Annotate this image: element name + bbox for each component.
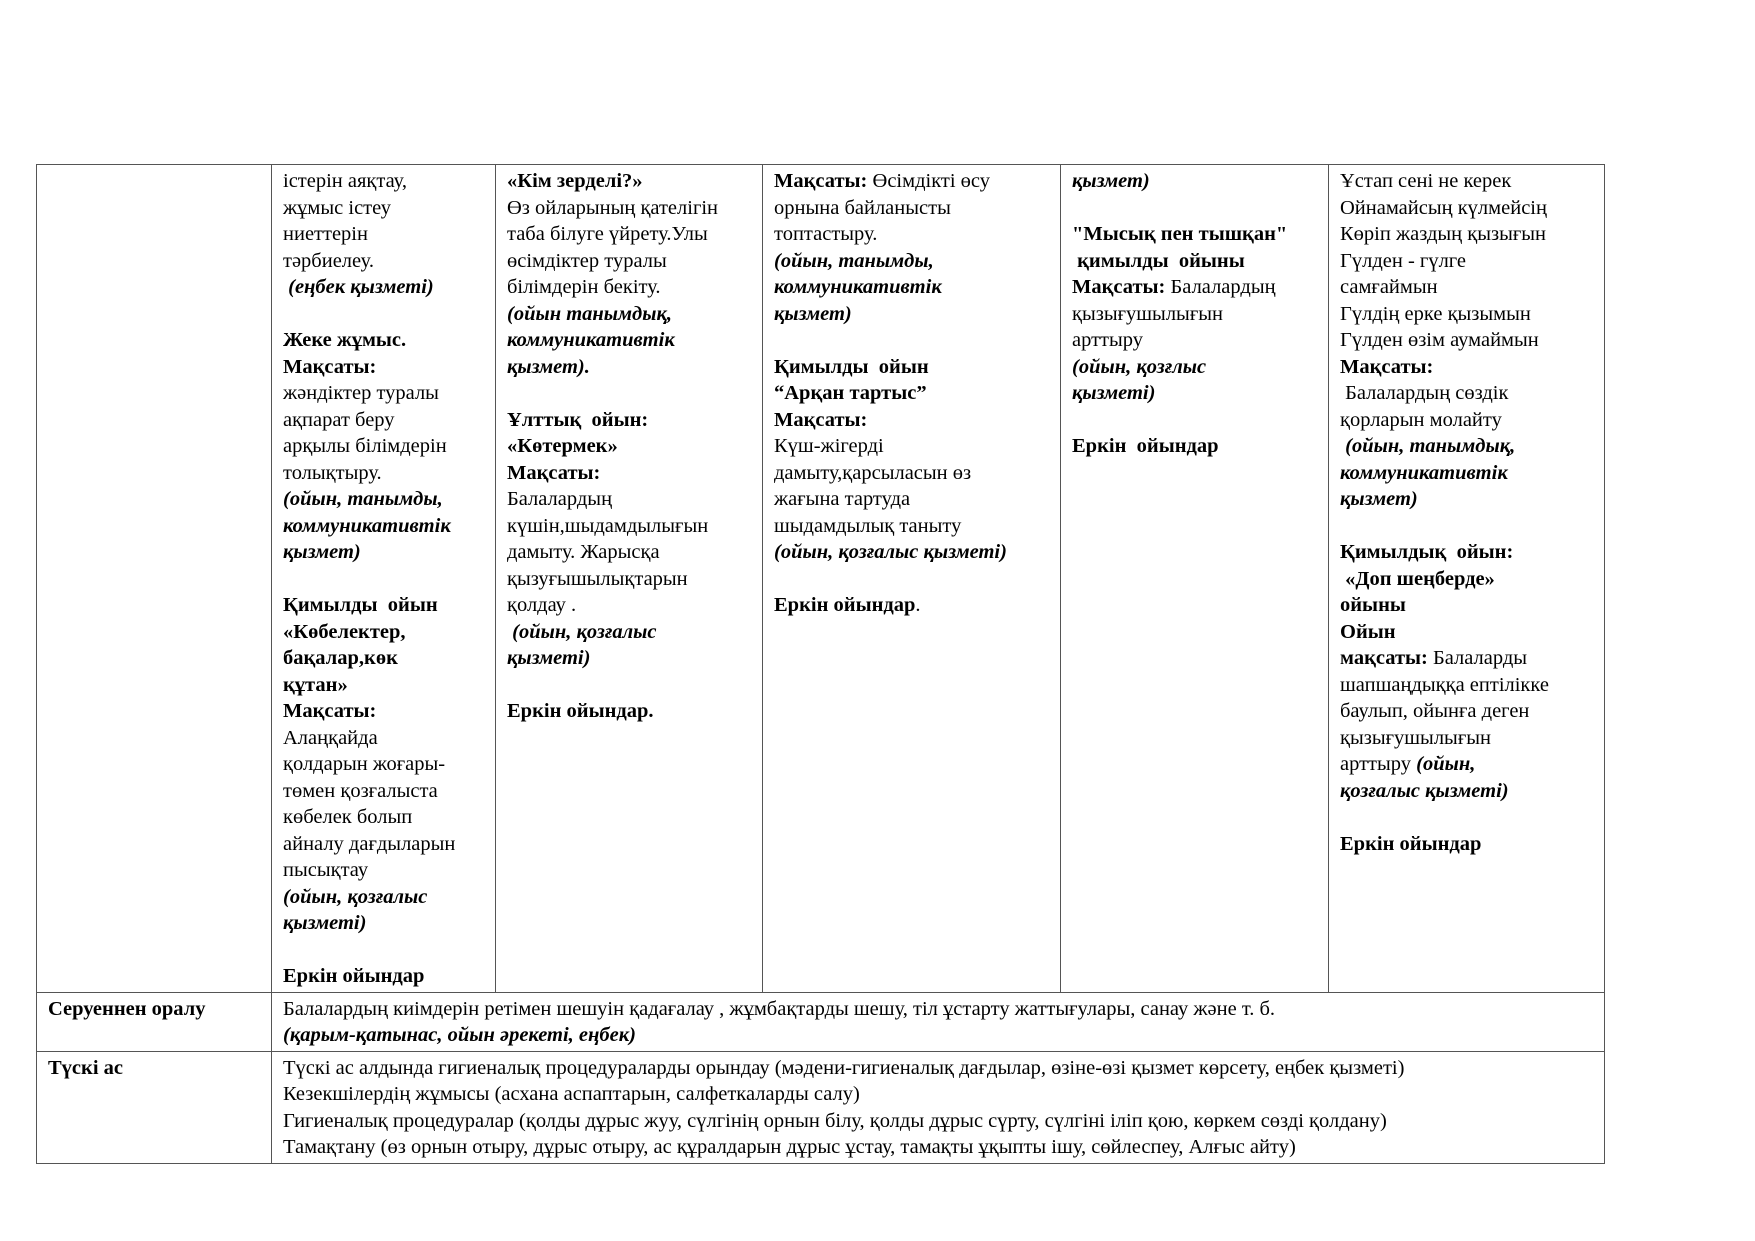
text-run: істерін аяқтау, bbox=[283, 170, 407, 192]
text-run: Жеке жұмыс. bbox=[283, 329, 407, 351]
table-row-return-from-walk bbox=[37, 992, 1605, 1051]
text-line bbox=[774, 301, 1050, 328]
text-run: Мақсаты: bbox=[283, 355, 377, 378]
text-line bbox=[1340, 380, 1594, 407]
text-run: қызмет). bbox=[507, 355, 590, 378]
text-run: (ойын, танымды, bbox=[283, 488, 443, 510]
row-label-return-from-walk: Серуеннен оралу bbox=[37, 992, 272, 1051]
text-line bbox=[283, 168, 485, 195]
cell-games-col-d bbox=[1061, 165, 1329, 993]
text-run: Еркін ойындар bbox=[774, 594, 916, 616]
text-line bbox=[774, 513, 1050, 540]
blank-line bbox=[774, 327, 1050, 354]
text-run: ниеттерін bbox=[283, 223, 368, 245]
text-line bbox=[507, 301, 752, 328]
text-run: «Көбелектер, bbox=[283, 620, 406, 643]
text-line bbox=[774, 486, 1050, 513]
text-line bbox=[283, 996, 1594, 1023]
text-run: Мақсаты: bbox=[507, 461, 601, 484]
text-line bbox=[283, 486, 485, 513]
text-line bbox=[1072, 433, 1318, 460]
text-line bbox=[774, 354, 1050, 381]
text-run: таба білуге үйрету.Улы bbox=[507, 223, 708, 245]
text-line bbox=[1340, 195, 1594, 222]
text-run: қозғалыс қызметі) bbox=[1340, 779, 1509, 802]
blank-line bbox=[1072, 195, 1318, 222]
text-line bbox=[507, 274, 752, 301]
text-line bbox=[283, 672, 485, 699]
text-line bbox=[283, 592, 485, 619]
text-line bbox=[1340, 751, 1594, 778]
text-run: күшін,шыдамдылығын bbox=[507, 514, 709, 537]
text-run: көбелек болып bbox=[283, 806, 413, 828]
text-run: «Доп шеңберде» bbox=[1340, 567, 1495, 590]
text-run: қызмет) bbox=[1340, 488, 1418, 510]
text-line bbox=[1072, 248, 1318, 275]
text-line bbox=[283, 460, 485, 487]
text-run: Балалардың bbox=[507, 488, 613, 510]
text-line bbox=[1340, 539, 1594, 566]
text-line bbox=[283, 804, 485, 831]
text-run: арттыру bbox=[1072, 329, 1143, 351]
text-run: баулып, ойынға деген bbox=[1340, 700, 1530, 722]
text-line bbox=[1072, 354, 1318, 381]
text-run: Кезекшілердің жұмысы (асхана аспаптарын, салфеткаларды салу) bbox=[283, 1083, 860, 1105]
text-run: Еркін ойындар bbox=[1340, 832, 1482, 855]
text-line bbox=[507, 168, 752, 195]
text-run: Гүлден - гүлге bbox=[1340, 249, 1467, 272]
blank-line bbox=[1340, 804, 1594, 831]
text-run: Алаңқайда bbox=[283, 726, 378, 749]
text-run: Еркін ойындар bbox=[283, 965, 425, 987]
text-run: коммуникативтік bbox=[507, 329, 675, 351]
text-line bbox=[774, 460, 1050, 487]
blank-line bbox=[507, 380, 752, 407]
text-run: қызметі) bbox=[507, 647, 591, 669]
text-line bbox=[1340, 486, 1594, 513]
text-line bbox=[283, 195, 485, 222]
table-row-lunch bbox=[37, 1051, 1605, 1163]
text-line bbox=[1340, 831, 1594, 858]
text-line bbox=[774, 539, 1050, 566]
text-line bbox=[283, 380, 485, 407]
text-run: . bbox=[915, 594, 921, 616]
text-run: "Мысық пен тышқан" bbox=[1072, 223, 1288, 245]
text-run: (қарым-қатынас, ойын әрекеті, еңбек) bbox=[283, 1024, 636, 1046]
text-line bbox=[774, 221, 1050, 248]
blank-line bbox=[283, 301, 485, 328]
text-line bbox=[283, 778, 485, 805]
text-run: жағына тартуда bbox=[774, 488, 911, 510]
text-run: қызмет) bbox=[774, 302, 852, 325]
blank-line bbox=[283, 566, 485, 593]
text-run: қимылды ойыны bbox=[1072, 249, 1245, 272]
text-line bbox=[1072, 168, 1318, 195]
row-label-lunch: Түскі ас bbox=[37, 1051, 272, 1163]
text-run: қызығушылығын bbox=[1072, 302, 1223, 325]
text-line bbox=[1340, 168, 1594, 195]
text-run: қызметі) bbox=[1072, 382, 1156, 404]
text-run: Тамақтану (өз орнын отыру, дұрыс отыру, ас құралдарын дұрыс ұстау, тамақты ұқыпты ішу, сөйлеспеу, Алғыс айту) bbox=[283, 1136, 1296, 1158]
text-line bbox=[1072, 301, 1318, 328]
text-line bbox=[283, 221, 485, 248]
text-line bbox=[507, 248, 752, 275]
text-line bbox=[283, 619, 485, 646]
blank-line bbox=[774, 566, 1050, 593]
text-line bbox=[774, 168, 1050, 195]
text-line bbox=[507, 221, 752, 248]
text-run: (ойын, қозғалыс bbox=[283, 885, 428, 908]
text-run: дамыту. Жарысқа bbox=[507, 541, 660, 563]
text-line bbox=[507, 460, 752, 487]
text-run: Түскі ас алдында гигиеналық процедураларды орындау (мәдени-гигиеналық дағдылар, өзіне-өзі қызмет көрсету, еңбек қызметі) bbox=[283, 1056, 1405, 1079]
text-run: “Арқан тартыс” bbox=[774, 382, 927, 404]
cell-return-from-walk bbox=[272, 992, 1605, 1051]
text-run: (ойын, қозғалыс қызметі) bbox=[774, 541, 1007, 563]
text-run: қызығушылығын bbox=[1340, 726, 1491, 749]
cell-games-col-e bbox=[1329, 165, 1605, 993]
text-run: Өсімдікті өсу bbox=[872, 170, 991, 192]
text-run: Гигиеналық процедуралар (қолды дұрыс жуу, сүлгінің орнын білу, қолды дұрыс сүрту, сүлгіні іліп қою, көркем сөзді қолдану) bbox=[283, 1109, 1387, 1132]
text-run: Гүлден өзім аумаймын bbox=[1340, 329, 1539, 351]
text-line bbox=[507, 354, 752, 381]
text-line bbox=[774, 407, 1050, 434]
text-run: «Көтермек» bbox=[507, 435, 618, 457]
text-line bbox=[283, 1081, 1594, 1108]
text-line bbox=[283, 274, 485, 301]
blank-line bbox=[507, 672, 752, 699]
daily-plan-table bbox=[36, 164, 1605, 1164]
text-run: білімдерін бекіту. bbox=[507, 276, 661, 298]
text-run: Ұлттық ойын: bbox=[507, 408, 649, 431]
text-line bbox=[283, 751, 485, 778]
text-line bbox=[283, 884, 485, 911]
text-line bbox=[283, 963, 485, 990]
text-run: қызуғышылықтарын bbox=[507, 567, 688, 590]
text-run: Еркін ойындар bbox=[1072, 435, 1219, 457]
text-line bbox=[283, 433, 485, 460]
text-run: шапшаңдыққа ептілікке bbox=[1340, 673, 1549, 696]
text-run: толықтыру. bbox=[283, 461, 382, 484]
text-run: коммуникативтік bbox=[1340, 461, 1508, 484]
text-line bbox=[507, 539, 752, 566]
text-line bbox=[774, 592, 1050, 619]
text-line bbox=[774, 274, 1050, 301]
text-run: шыдамдылық таныту bbox=[774, 514, 962, 537]
cell-games-col-b bbox=[496, 165, 763, 993]
text-line bbox=[1340, 645, 1594, 672]
text-run: (ойын, қозғлыс bbox=[1072, 355, 1207, 378]
text-run: Ойнамайсың күлмейсің bbox=[1340, 196, 1547, 219]
text-run: (ойын, танымды, bbox=[774, 249, 934, 272]
text-run: (ойын, bbox=[1416, 753, 1476, 775]
text-line bbox=[507, 592, 752, 619]
text-run: Мақсаты: bbox=[1072, 276, 1171, 298]
text-run: (ойын, қозғалыс bbox=[507, 620, 657, 643]
text-run: «Кім зерделі?» bbox=[507, 170, 643, 192]
text-run: Гүлдің ерке қызымын bbox=[1340, 302, 1531, 325]
text-run: жұмыс істеу bbox=[283, 196, 391, 219]
text-line bbox=[1072, 274, 1318, 301]
text-line bbox=[1340, 619, 1594, 646]
text-line bbox=[1340, 778, 1594, 805]
text-line bbox=[507, 513, 752, 540]
text-run: айналу дағдыларын bbox=[283, 832, 456, 855]
row-label-cell-empty bbox=[37, 165, 272, 993]
text-run: Мақсаты: bbox=[1340, 355, 1434, 378]
text-line bbox=[1340, 301, 1594, 328]
text-line bbox=[1340, 725, 1594, 752]
text-line bbox=[1340, 460, 1594, 487]
text-run: арттыру bbox=[1340, 753, 1417, 775]
text-line bbox=[774, 248, 1050, 275]
text-run: өсімдіктер туралы bbox=[507, 249, 667, 272]
text-line bbox=[283, 698, 485, 725]
text-line bbox=[283, 407, 485, 434]
text-line bbox=[507, 407, 752, 434]
text-run: Қимылдық ойын: bbox=[1340, 541, 1514, 563]
text-run: қызмет) bbox=[1072, 170, 1150, 192]
text-line bbox=[283, 831, 485, 858]
text-run: орнына байланысты bbox=[774, 196, 951, 219]
text-line bbox=[283, 1055, 1594, 1082]
text-line bbox=[283, 1134, 1594, 1161]
text-run: Балалардың киімдерін ретімен шешуін қадағалау , жұмбақтарды шешу, тіл ұстарту жаттығулары, санау және т. б. bbox=[283, 997, 1276, 1020]
text-run: Көріп жаздың қызығын bbox=[1340, 223, 1547, 245]
text-run: коммуникативтік bbox=[774, 276, 942, 298]
text-run: қызмет) bbox=[283, 541, 361, 563]
cell-games-col-c bbox=[763, 165, 1061, 993]
text-run: Қимылды ойын bbox=[774, 355, 929, 378]
text-line bbox=[507, 645, 752, 672]
text-line bbox=[283, 1022, 1594, 1049]
text-line bbox=[283, 327, 485, 354]
text-run: (ойын, танымдық, bbox=[1340, 435, 1516, 457]
blank-line bbox=[283, 937, 485, 964]
cell-games-col-a bbox=[272, 165, 496, 993]
text-line bbox=[1340, 592, 1594, 619]
text-line bbox=[774, 380, 1050, 407]
text-line bbox=[283, 513, 485, 540]
text-run: Еркін ойындар. bbox=[507, 700, 654, 722]
text-run: Мақсаты: bbox=[283, 700, 377, 722]
text-line bbox=[1340, 327, 1594, 354]
text-line bbox=[283, 248, 485, 275]
text-line bbox=[283, 645, 485, 672]
text-line bbox=[507, 566, 752, 593]
text-run: тәрбиелеу. bbox=[283, 249, 374, 272]
cell-lunch bbox=[272, 1051, 1605, 1163]
text-line bbox=[507, 619, 752, 646]
text-line bbox=[507, 327, 752, 354]
table-row-games bbox=[37, 165, 1605, 993]
text-run: Күш-жігерді bbox=[774, 435, 884, 457]
text-run: топтастыру. bbox=[774, 223, 878, 245]
text-line bbox=[1340, 672, 1594, 699]
text-run: Мақсаты: bbox=[774, 408, 868, 431]
text-run: қолдарын жоғары- bbox=[283, 753, 446, 775]
text-run: (еңбек қызметі) bbox=[283, 276, 434, 298]
text-line bbox=[283, 725, 485, 752]
text-line bbox=[1340, 274, 1594, 301]
blank-line bbox=[1072, 407, 1318, 434]
text-run: Мақсаты: bbox=[774, 170, 873, 192]
text-line bbox=[507, 486, 752, 513]
text-run: мақсаты: bbox=[1340, 647, 1433, 669]
text-run: Өз ойларының қателігін bbox=[507, 196, 719, 219]
text-line bbox=[1340, 698, 1594, 725]
text-line bbox=[1340, 566, 1594, 593]
text-line bbox=[774, 433, 1050, 460]
text-line bbox=[507, 433, 752, 460]
text-run: (ойын танымдық, bbox=[507, 302, 672, 325]
text-run: төмен қозғалыста bbox=[283, 779, 438, 802]
text-line bbox=[507, 698, 752, 725]
text-run: Балалардың сөздік bbox=[1340, 382, 1509, 404]
text-line bbox=[1340, 221, 1594, 248]
text-run: самғаймын bbox=[1340, 276, 1438, 298]
text-run: Қимылды ойын bbox=[283, 594, 438, 616]
text-line bbox=[283, 910, 485, 937]
text-line bbox=[1072, 327, 1318, 354]
text-line bbox=[283, 1108, 1594, 1135]
text-run: құтан» bbox=[283, 673, 348, 696]
text-run: коммуникативтік bbox=[283, 514, 451, 537]
text-run: Ойын bbox=[1340, 620, 1396, 643]
text-line bbox=[1072, 380, 1318, 407]
text-line bbox=[1340, 407, 1594, 434]
text-line bbox=[283, 857, 485, 884]
text-run: Балаларды bbox=[1432, 647, 1528, 669]
text-run: ойыны bbox=[1340, 594, 1406, 616]
text-line bbox=[774, 195, 1050, 222]
text-line bbox=[1072, 221, 1318, 248]
text-line bbox=[283, 354, 485, 381]
blank-line bbox=[1340, 513, 1594, 540]
text-run: Ұстап сені не керек bbox=[1340, 170, 1512, 192]
text-line bbox=[1340, 433, 1594, 460]
text-run: дамыту,қарсыласын өз bbox=[774, 461, 972, 484]
text-run: қорларын молайту bbox=[1340, 408, 1502, 431]
text-run: Балалардың bbox=[1170, 276, 1276, 298]
text-run: жәндіктер туралы bbox=[283, 382, 439, 404]
text-run: арқылы білімдерін bbox=[283, 435, 447, 457]
text-line bbox=[1340, 354, 1594, 381]
text-run: бақалар,көк bbox=[283, 647, 398, 669]
text-line bbox=[1340, 248, 1594, 275]
text-run: пысықтау bbox=[283, 859, 369, 881]
text-run: қызметі) bbox=[283, 912, 367, 934]
text-run: қолдау . bbox=[507, 594, 577, 616]
text-line bbox=[283, 539, 485, 566]
text-run: ақпарат беру bbox=[283, 408, 395, 431]
text-line bbox=[507, 195, 752, 222]
